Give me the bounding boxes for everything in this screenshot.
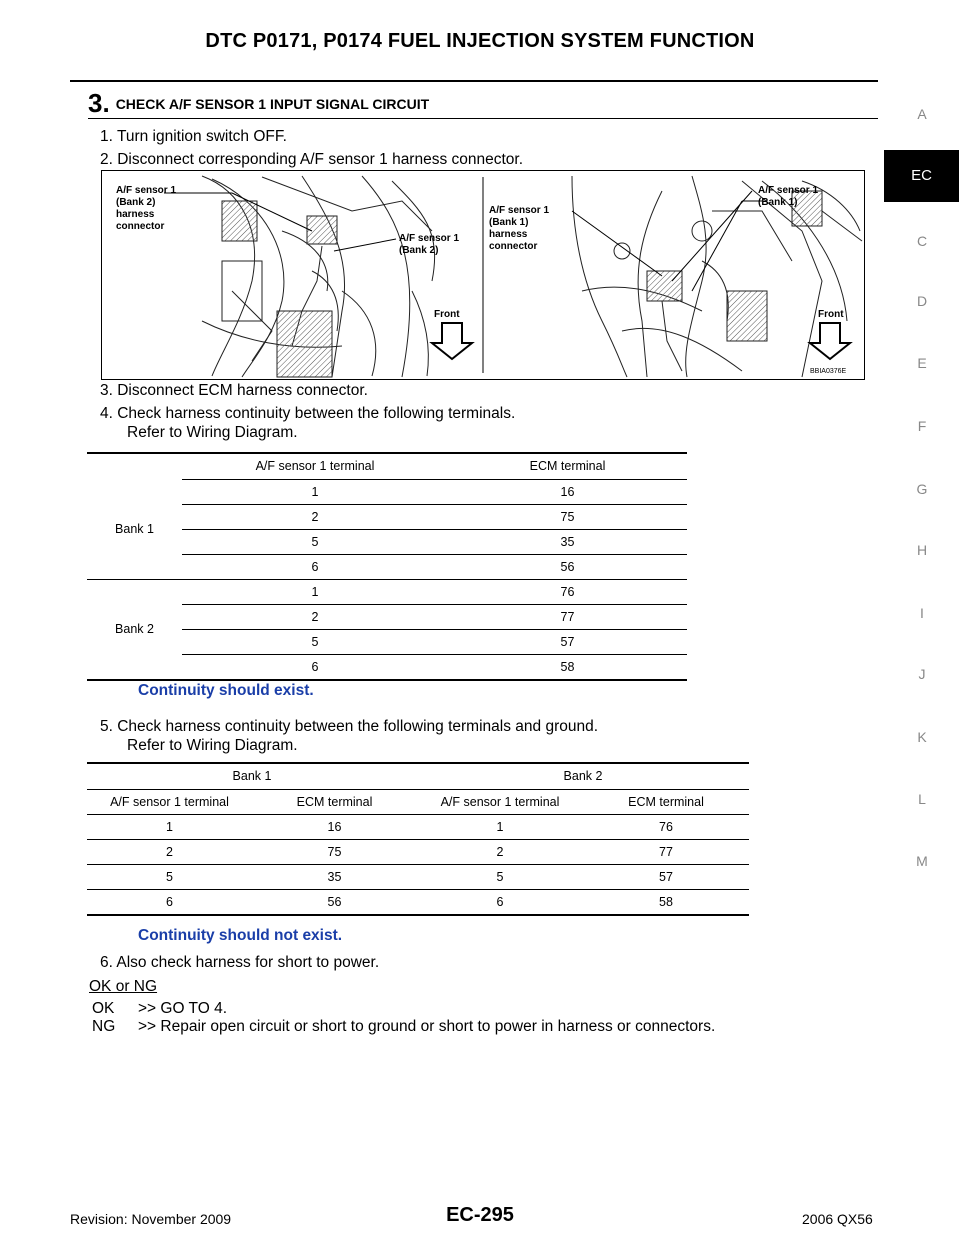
table1-bank2: Bank 2	[87, 579, 182, 680]
right-sensor-label: A/F sensor 1 (Bank 1)	[758, 185, 819, 208]
ground-continuity-table	[87, 762, 749, 916]
instruction-3: 3. Disconnect ECM harness connector.	[100, 382, 368, 399]
table2-group-bank2: Bank 2	[417, 763, 749, 789]
step-number: 3.	[88, 88, 110, 118]
instruction-5: 5. Check harness continuity between the following terminals and ground.	[100, 718, 599, 735]
table-cell: 16	[448, 479, 687, 504]
side-index-a[interactable]: A	[917, 106, 927, 122]
table-cell: 2	[182, 604, 448, 629]
ok-text: >> GO TO 4.	[138, 1000, 228, 1017]
table-cell: 2	[87, 839, 252, 864]
table-cell: 5	[182, 529, 448, 554]
table2-header: ECM terminal	[252, 789, 417, 814]
table-cell: 5	[417, 864, 583, 889]
title-rule	[70, 80, 878, 82]
table-cell: 5	[87, 864, 252, 889]
left-connector-label: A/F sensor 1 (Bank 2) harness connector	[116, 185, 177, 232]
left-front-label: Front	[434, 309, 460, 320]
table-cell: 6	[182, 554, 448, 579]
side-index-m[interactable]: M	[916, 853, 928, 869]
ok-key: OK	[92, 1000, 115, 1017]
side-index-c[interactable]: C	[916, 233, 928, 249]
table-cell: 2	[182, 504, 448, 529]
table-cell: 35	[252, 864, 417, 889]
side-index-ec-active[interactable]: EC	[884, 150, 959, 202]
side-index-f[interactable]: F	[917, 418, 927, 434]
table-cell: 35	[448, 529, 687, 554]
table-cell: 58	[583, 889, 749, 915]
table2-header: A/F sensor 1 terminal	[87, 789, 252, 814]
instruction-2: 2. Disconnect corresponding A/F sensor 1 harness connector.	[100, 151, 524, 168]
right-connector-label: A/F sensor 1 (Bank 1) harness connector	[489, 205, 550, 252]
table1-header-ecm: ECM terminal	[448, 453, 687, 479]
table2-header: A/F sensor 1 terminal	[417, 789, 583, 814]
instruction-5-ref: Refer to Wiring Diagram.	[127, 737, 298, 754]
ng-text: >> Repair open circuit or short to ground or short to power in harness or connectors.	[138, 1018, 716, 1035]
model-year: 2006 QX56	[802, 1211, 873, 1227]
table-cell: 1	[417, 814, 583, 839]
table1-header-af: A/F sensor 1 terminal	[182, 453, 448, 479]
table-cell: 6	[417, 889, 583, 915]
page-title: DTC P0171, P0174 FUEL INJECTION SYSTEM FUNCTION	[205, 30, 755, 52]
page-number: EC-295	[446, 1204, 514, 1226]
table-cell: 16	[252, 814, 417, 839]
instruction-1: 1. Turn ignition switch OFF.	[100, 128, 287, 145]
revision-date: Revision: November 2009	[70, 1211, 232, 1227]
right-front-label: Front	[818, 309, 844, 320]
side-index-k[interactable]: K	[917, 729, 927, 745]
ok-ng-label: OK or NG	[89, 978, 158, 995]
continuity-table	[87, 452, 687, 681]
table-cell: 57	[583, 864, 749, 889]
table-cell: 75	[448, 504, 687, 529]
instruction-4-ref: Refer to Wiring Diagram.	[127, 424, 298, 441]
side-index-h[interactable]: H	[916, 542, 928, 558]
table2-group-bank1: Bank 1	[87, 763, 417, 789]
figure-code: BBIA0376E	[810, 368, 847, 375]
table-cell: 57	[448, 629, 687, 654]
side-index-i[interactable]: I	[920, 605, 924, 621]
table-cell: 56	[448, 554, 687, 579]
table-cell: 1	[87, 814, 252, 839]
side-index-g[interactable]: G	[916, 481, 928, 497]
continuity-exist-note: Continuity should exist.	[138, 682, 314, 699]
table-cell: 1	[182, 579, 448, 604]
continuity-not-exist-note: Continuity should not exist.	[138, 927, 343, 944]
engine-bay-illustration	[102, 171, 864, 379]
table-cell: 58	[448, 654, 687, 680]
step-heading	[88, 88, 429, 119]
table-cell: 56	[252, 889, 417, 915]
step-title: CHECK A/F SENSOR 1 INPUT SIGNAL CIRCUIT	[115, 96, 430, 112]
table1-bank1: Bank 1	[87, 479, 182, 579]
table-cell: 2	[417, 839, 583, 864]
table2-header: ECM terminal	[583, 789, 749, 814]
table-cell: 6	[87, 889, 252, 915]
step-rule	[88, 118, 878, 119]
connector-location-figure	[101, 170, 865, 380]
instruction-4: 4. Check harness continuity between the following terminals.	[100, 405, 516, 422]
table-cell: 77	[583, 839, 749, 864]
table-cell: 1	[182, 479, 448, 504]
side-index-d[interactable]: D	[916, 293, 928, 309]
table-cell: 77	[448, 604, 687, 629]
instruction-6: 6. Also check harness for short to power.	[100, 954, 380, 971]
ng-key: NG	[92, 1018, 116, 1035]
side-index-j[interactable]: J	[918, 666, 926, 682]
side-index-l[interactable]: L	[918, 791, 926, 807]
table-cell: 75	[252, 839, 417, 864]
table-cell: 76	[583, 814, 749, 839]
left-sensor-label: A/F sensor 1 (Bank 2)	[399, 233, 460, 256]
table-cell: 76	[448, 579, 687, 604]
side-index-e[interactable]: E	[917, 355, 927, 371]
table-cell: 5	[182, 629, 448, 654]
table-cell: 6	[182, 654, 448, 680]
